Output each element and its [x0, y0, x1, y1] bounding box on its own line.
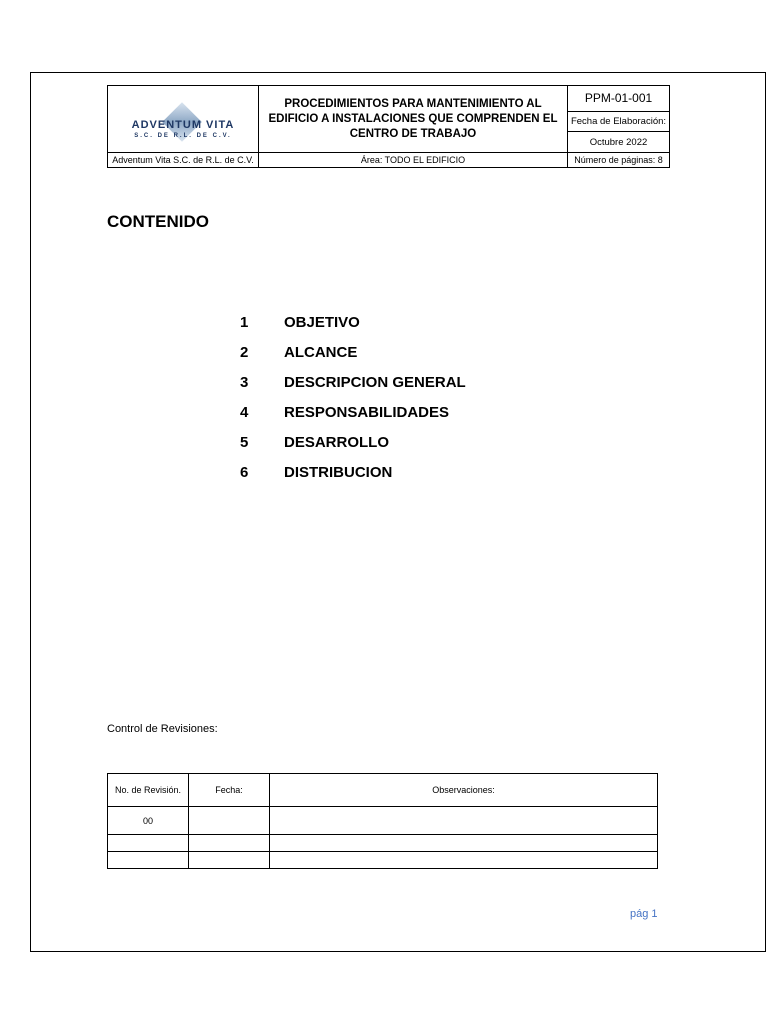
document-header — [107, 85, 670, 168]
table-cell: 00 — [108, 807, 189, 835]
table-cell — [270, 807, 658, 835]
table-row — [108, 852, 658, 869]
company-name: Adventum Vita S.C. de R.L. de C.V. — [108, 153, 259, 168]
table-of-contents — [240, 314, 466, 494]
toc-number: 4 — [240, 404, 249, 421]
logo-name: ADVENTUM VITA — [131, 119, 235, 131]
toc-item — [240, 374, 466, 404]
toc-item — [240, 404, 466, 434]
document-code: PPM-01-001 — [568, 86, 670, 112]
revisions-table — [107, 773, 658, 869]
area: Área: TODO EL EDIFICIO — [259, 153, 568, 168]
toc-item — [240, 314, 466, 344]
table-cell — [189, 852, 270, 869]
toc-number: 3 — [240, 374, 249, 391]
contents-heading: CONTENIDO — [107, 212, 209, 231]
toc-label: DESCRIPCION GENERAL — [284, 374, 466, 391]
date-value: Octubre 2022 — [568, 132, 670, 153]
toc-label: RESPONSABILIDADES — [284, 404, 450, 421]
table-cell — [270, 852, 658, 869]
toc-item — [240, 344, 466, 374]
revisions-label: Control de Revisiones: — [107, 723, 218, 735]
table-cell — [270, 835, 658, 852]
page-count: Número de páginas: 8 — [568, 153, 670, 168]
company-logo — [108, 86, 259, 153]
document-title: PROCEDIMIENTOS PARA MANTENIMIENTO AL EDIFICIO A INSTALACIONES QUE COMPRENDEN EL CENTRO DE TRABAJO — [259, 86, 568, 153]
table-row — [108, 835, 658, 852]
table-row — [108, 807, 658, 835]
toc-label: DISTRIBUCION — [284, 464, 393, 481]
page-number: pág 1 — [630, 908, 658, 920]
toc-label: ALCANCE — [284, 344, 358, 361]
column-header: Fecha: — [189, 774, 270, 807]
table-cell — [189, 835, 270, 852]
column-header: Observaciones: — [270, 774, 658, 807]
toc-number: 2 — [240, 344, 249, 361]
column-header: No. de Revisión. — [108, 774, 189, 807]
logo-subtitle: S.C. DE R.L. DE C.V. — [134, 133, 232, 139]
table-cell — [108, 835, 189, 852]
toc-number: 1 — [240, 314, 249, 331]
table-cell — [108, 852, 189, 869]
toc-label: OBJETIVO — [284, 314, 360, 331]
toc-item — [240, 434, 466, 464]
date-label: Fecha de Elaboración: — [568, 111, 670, 132]
toc-label: DESARROLLO — [284, 434, 389, 451]
table-header-row — [108, 774, 658, 807]
toc-number: 5 — [240, 434, 249, 451]
table-cell — [189, 807, 270, 835]
toc-number: 6 — [240, 464, 249, 481]
toc-item — [240, 464, 466, 494]
